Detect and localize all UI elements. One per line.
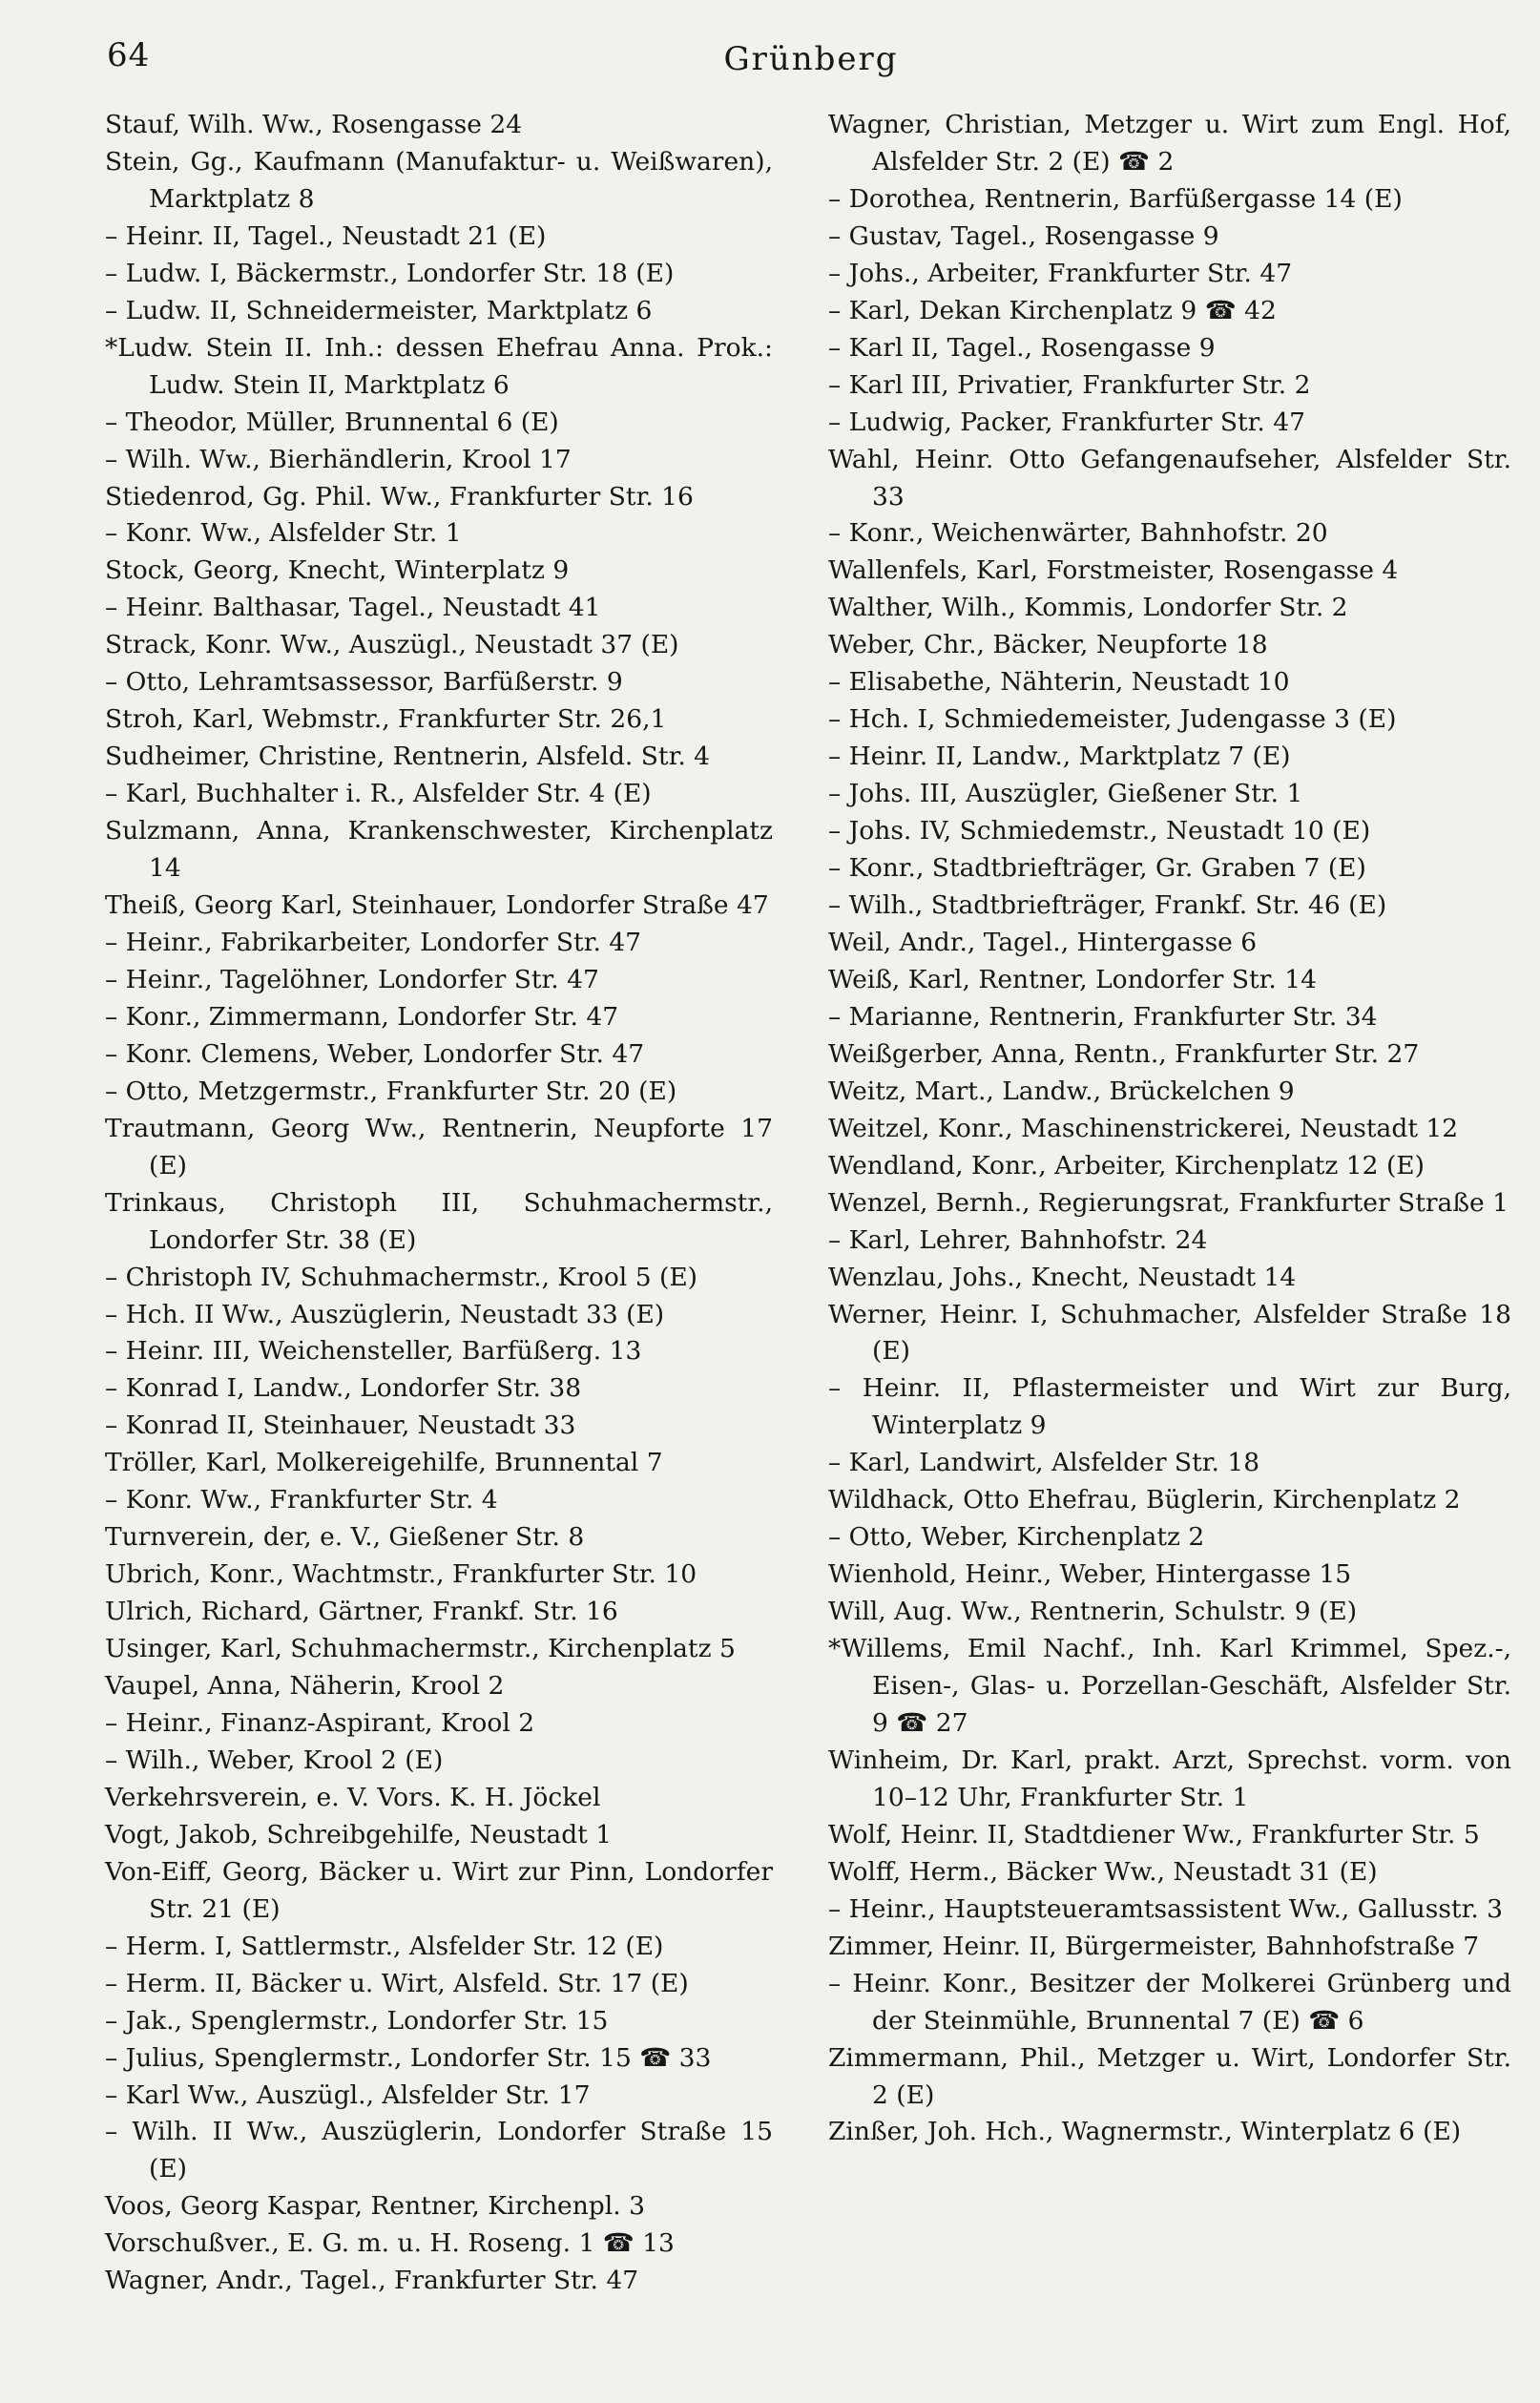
directory-entry: – Konr., Stadtbriefträger, Gr. Graben 7 (E) bbox=[828, 853, 1366, 884]
directory-entry: Winheim, Dr. Karl, prakt. Arzt, Sprechst. vorm. von 10–12 Uhr, Frankfurter Str. 1 bbox=[828, 1745, 1511, 1812]
directory-entry: Wallenfels, Karl, Forstmeister, Rosengasse 4 bbox=[828, 555, 1399, 586]
directory-entry: – Otto, Lehramtsassessor, Barfüßerstr. 9 bbox=[105, 667, 623, 698]
directory-entry: – Karl Ww., Auszügl., Alsfelder Str. 17 bbox=[105, 2079, 591, 2110]
directory-entry: – Julius, Spenglermstr., Londorfer Str. 15 ☎ 33 bbox=[105, 2042, 712, 2073]
directory-entry: – Heinr., Hauptsteueramtsassistent Ww., Gallusstr. 3 bbox=[828, 1893, 1504, 1924]
directory-entry: Werner, Heinr. I, Schuhmacher, Alsfelder Straße 18 (E) bbox=[828, 1299, 1511, 1367]
directory-entry: – Johs. IV, Schmiedemstr., Neustadt 10 (E) bbox=[828, 816, 1371, 846]
page-number: 64 bbox=[107, 36, 151, 74]
directory-entry: Vaupel, Anna, Näherin, Krool 2 bbox=[105, 1671, 505, 1702]
directory-entry: – Dorothea, Rentnerin, Barfüßergasse 14 (E) bbox=[828, 183, 1403, 214]
directory-entry: Will, Aug. Ww., Rentnerin, Schulstr. 9 (E) bbox=[828, 1597, 1358, 1627]
directory-entry: Theiß, Georg Karl, Steinhauer, Londorfer Straße 47 bbox=[105, 890, 769, 921]
directory-entry: Wenzel, Bernh., Regierungsrat, Frankfurter Straße 1 bbox=[828, 1187, 1509, 1218]
directory-entry: – Christoph IV, Schuhmachermstr., Krool 5 (E) bbox=[105, 1262, 698, 1292]
directory-entry: – Gustav, Tagel., Rosengasse 9 bbox=[828, 220, 1219, 251]
directory-entry: Weißgerber, Anna, Rentn., Frankfurter Str. 27 bbox=[828, 1038, 1420, 1069]
running-title: Grünberg bbox=[723, 40, 899, 78]
directory-entry: – Herm. I, Sattlermstr., Alsfelder Str. 12 (E) bbox=[105, 1931, 664, 1961]
directory-entry: – Jak., Spenglermstr., Londorfer Str. 15 bbox=[105, 2005, 609, 2036]
directory-entry: – Ludwig, Packer, Frankfurter Str. 47 bbox=[828, 407, 1305, 437]
directory-entry: Zimmer, Heinr. II, Bürgermeister, Bahnhofstraße 7 bbox=[828, 1931, 1480, 1961]
directory-entry: – Herm. II, Bäcker u. Wirt, Alsfeld. Str. 17 (E) bbox=[105, 1968, 689, 1998]
directory-entry: Sulzmann, Anna, Krankenschwester, Kirchenplatz 14 bbox=[105, 816, 773, 884]
directory-entry: – Konr. Ww., Alsfelder Str. 1 bbox=[105, 518, 462, 549]
directory-entry: – Karl, Landwirt, Alsfelder Str. 18 bbox=[828, 1448, 1260, 1478]
directory-entry: Turnverein, der, e. V., Gießener Str. 8 bbox=[105, 1522, 585, 1553]
directory-entry: – Wilh., Stadtbriefträger, Frankf. Str. 46 (E) bbox=[828, 890, 1387, 921]
directory-entry: – Johs. III, Auszügler, Gießener Str. 1 bbox=[828, 779, 1303, 809]
directory-entry: Weitz, Mart., Landw., Brückelchen 9 bbox=[828, 1076, 1295, 1106]
left-column bbox=[105, 107, 773, 2300]
directory-entry: – Wilh. II Ww., Auszüglerin, Londorfer Straße 15 (E) bbox=[105, 2117, 773, 2184]
directory-entry: Usinger, Karl, Schuhmachermstr., Kirchenplatz 5 bbox=[105, 1634, 736, 1664]
directory-entry: – Karl, Dekan Kirchenplatz 9 ☎ 42 bbox=[828, 295, 1277, 325]
directory-entry: *Willems, Emil Nachf., Inh. Karl Krimmel, Spez.-, Eisen-, Glas- u. Porzellan-Geschäft, Alsfelder Str. 9 ☎ 27 bbox=[828, 1634, 1511, 1738]
directory-entry: – Wilh., Weber, Krool 2 (E) bbox=[105, 1745, 444, 1775]
directory-entry: Wahl, Heinr. Otto Gefangenaufseher, Alsfelder Str. 33 bbox=[828, 444, 1511, 512]
directory-entry: Wienhold, Heinr., Weber, Hintergasse 15 bbox=[828, 1559, 1352, 1590]
directory-entry: – Karl III, Privatier, Frankfurter Str. 2 bbox=[828, 369, 1311, 400]
directory-entry: – Ludw. I, Bäckermstr., Londorfer Str. 18 (E) bbox=[105, 258, 675, 288]
directory-entry: – Konr. Clemens, Weber, Londorfer Str. 47 bbox=[105, 1038, 645, 1069]
directory-entry: – Johs., Arbeiter, Frankfurter Str. 47 bbox=[828, 258, 1293, 288]
directory-entry: Wagner, Andr., Tagel., Frankfurter Str. 47 bbox=[105, 2266, 639, 2296]
directory-entry: Vogt, Jakob, Schreibgehilfe, Neustadt 1 bbox=[105, 1819, 613, 1849]
directory-entry: Stauf, Wilh. Ww., Rosengasse 24 bbox=[105, 110, 523, 139]
directory-entry: Strack, Konr. Ww., Auszügl., Neustadt 37 (E) bbox=[105, 630, 679, 660]
directory-entry: – Heinr., Fabrikarbeiter, Londorfer Str. 47 bbox=[105, 927, 642, 957]
directory-entry: – Heinr., Finanz-Aspirant, Krool 2 bbox=[105, 1707, 535, 1738]
directory-entry: Verkehrsverein, e. V. Vors. K. H. Jöckel bbox=[105, 1782, 601, 1812]
directory-entry: – Hch. I, Schmiedemeister, Judengasse 3 (E) bbox=[828, 704, 1397, 735]
directory-entry: – Karl, Lehrer, Bahnhofstr. 24 bbox=[828, 1224, 1208, 1255]
directory-entry: Wagner, Christian, Metzger u. Wirt zum Engl. Hof, Alsfelder Str. 2 (E) ☎ 2 bbox=[828, 110, 1511, 177]
directory-entry: Sudheimer, Christine, Rentnerin, Alsfeld. Str. 4 bbox=[105, 742, 711, 772]
directory-entry: – Konr., Zimmermann, Londorfer Str. 47 bbox=[105, 1001, 619, 1032]
directory-entry: – Marianne, Rentnerin, Frankfurter Str. 34 bbox=[828, 1001, 1378, 1032]
directory-entry: Stroh, Karl, Webmstr., Frankfurter Str. 26,1 bbox=[105, 704, 667, 735]
directory-entry: – Heinr. II, Landw., Marktplatz 7 (E) bbox=[828, 742, 1291, 772]
directory-entry: Weil, Andr., Tagel., Hintergasse 6 bbox=[828, 927, 1258, 957]
directory-entry: – Otto, Weber, Kirchenplatz 2 bbox=[828, 1522, 1205, 1553]
directory-entry: *Ludw. Stein II. Inh.: dessen Ehefrau Anna. Prok.: Ludw. Stein II, Marktplatz 6 bbox=[105, 332, 773, 400]
directory-entry: Wenzlau, Johs., Knecht, Neustadt 14 bbox=[828, 1262, 1297, 1292]
directory-entry: – Heinr. Konr., Besitzer der Molkerei Grünberg und der Steinmühle, Brunnental 7 (E) ☎ 6 bbox=[828, 1968, 1511, 2036]
directory-entry: – Konrad II, Steinhauer, Neustadt 33 bbox=[105, 1410, 576, 1441]
directory-entry: – Elisabethe, Nähterin, Neustadt 10 bbox=[828, 667, 1290, 698]
directory-entry: – Konr. Ww., Frankfurter Str. 4 bbox=[105, 1485, 498, 1515]
directory-entry: Tröller, Karl, Molkereigehilfe, Brunnental 7 bbox=[105, 1448, 663, 1478]
directory-entry: – Hch. II Ww., Auszüglerin, Neustadt 33 (E) bbox=[105, 1299, 665, 1329]
directory-entry: Voos, Georg Kaspar, Rentner, Kirchenpl. 3 bbox=[105, 2191, 645, 2222]
directory-entry: Trinkaus, Christoph III, Schuhmachermstr., Londorfer Str. 38 (E) bbox=[105, 1187, 773, 1255]
directory-entry: – Wilh. Ww., Bierhändlerin, Krool 17 bbox=[105, 444, 572, 474]
directory-entry: Wendland, Konr., Arbeiter, Kirchenplatz 12 (E) bbox=[828, 1150, 1425, 1181]
directory-entry: – Heinr. Balthasar, Tagel., Neustadt 41 bbox=[105, 593, 601, 623]
directory-entry: Wolff, Herm., Bäcker Ww., Neustadt 31 (E) bbox=[828, 1856, 1378, 1887]
directory-entry: Walther, Wilh., Kommis, Londorfer Str. 2 bbox=[828, 593, 1348, 623]
directory-entry: Ubrich, Konr., Wachtmstr., Frankfurter Str. 10 bbox=[105, 1559, 697, 1590]
directory-entry: Zinßer, Joh. Hch., Wagnermstr., Winterplatz 6 (E) bbox=[828, 2117, 1462, 2147]
directory-entry: Weber, Chr., Bäcker, Neupforte 18 bbox=[828, 630, 1268, 660]
directory-entry: Wolf, Heinr. II, Stadtdiener Ww., Frankfurter Str. 5 bbox=[828, 1819, 1480, 1849]
directory-entry: Trautmann, Georg Ww., Rentnerin, Neupforte 17 (E) bbox=[105, 1113, 773, 1181]
directory-entry: – Heinr. II, Pflastermeister und Wirt zur Burg, Winterplatz 9 bbox=[828, 1373, 1511, 1441]
directory-entry: – Karl, Buchhalter i. R., Alsfelder Str. 4 (E) bbox=[105, 779, 652, 809]
directory-entry: – Konrad I, Landw., Londorfer Str. 38 bbox=[105, 1373, 582, 1404]
directory-entry: Stock, Georg, Knecht, Winterplatz 9 bbox=[105, 555, 570, 586]
directory-entry: Wildhack, Otto Ehefrau, Büglerin, Kirchenplatz 2 bbox=[828, 1485, 1461, 1515]
directory-entry: Ulrich, Richard, Gärtner, Frankf. Str. 16 bbox=[105, 1597, 618, 1627]
right-column bbox=[828, 107, 1511, 2151]
directory-entry: – Konr., Weichenwärter, Bahnhofstr. 20 bbox=[828, 518, 1328, 549]
directory-entry: – Heinr., Tagelöhner, Londorfer Str. 47 bbox=[105, 964, 599, 994]
directory-entry: – Heinr. II, Tagel., Neustadt 21 (E) bbox=[105, 220, 547, 251]
directory-entry: Vorschußver., E. G. m. u. H. Roseng. 1 ☎ 13 bbox=[105, 2228, 675, 2259]
directory-entry: – Heinr. III, Weichensteller, Barfüßerg. 13 bbox=[105, 1336, 642, 1367]
directory-entry: Zimmermann, Phil., Metzger u. Wirt, Londorfer Str. 2 (E) bbox=[828, 2042, 1511, 2110]
directory-entry: – Ludw. II, Schneidermeister, Marktplatz 6 bbox=[105, 295, 653, 325]
directory-entry: Stein, Gg., Kaufmann (Manufaktur- u. Weißwaren), Marktplatz 8 bbox=[105, 146, 773, 214]
directory-entry: Von-Eiff, Georg, Bäcker u. Wirt zur Pinn, Londorfer Str. 21 (E) bbox=[105, 1856, 773, 1924]
directory-entry: – Otto, Metzgermstr., Frankfurter Str. 20 (E) bbox=[105, 1076, 677, 1106]
directory-entry: – Karl II, Tagel., Rosengasse 9 bbox=[828, 332, 1216, 363]
directory-entry: Stiedenrod, Gg. Phil. Ww., Frankfurter Str. 16 bbox=[105, 481, 694, 512]
directory-entry: Weitzel, Konr., Maschinenstrickerei, Neustadt 12 bbox=[828, 1113, 1459, 1143]
directory-entry: Weiß, Karl, Rentner, Londorfer Str. 14 bbox=[828, 964, 1317, 994]
directory-entry: – Theodor, Müller, Brunnental 6 (E) bbox=[105, 407, 559, 437]
